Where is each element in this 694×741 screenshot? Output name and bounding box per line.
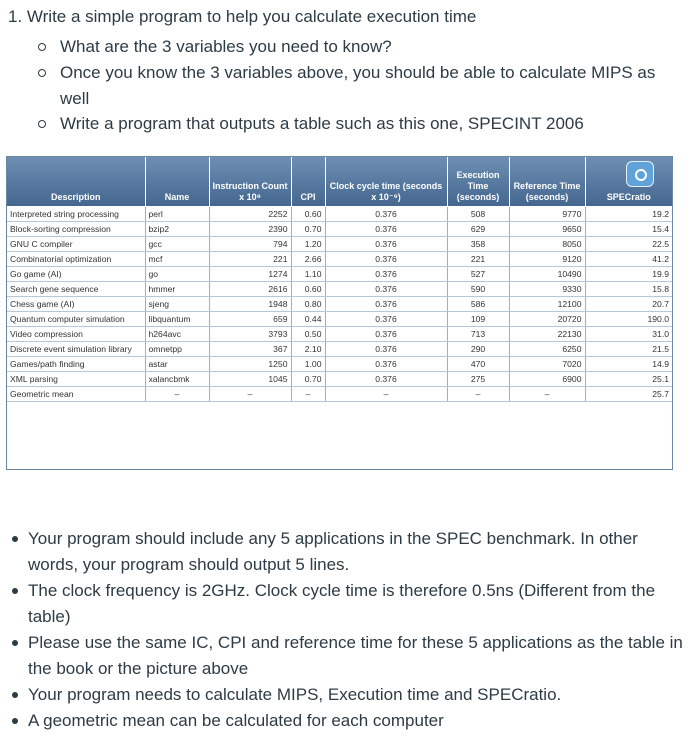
- table-row: [7, 237, 672, 252]
- cell-description: Discrete event simulation library: [7, 342, 145, 357]
- cell-reference-time: 10490: [509, 267, 585, 282]
- cell-reference-time: 6250: [509, 342, 585, 357]
- sub-item-text: What are the 3 variables you need to know?: [60, 37, 392, 56]
- cell-cpi: 1.10: [291, 267, 325, 282]
- cell-clock-cycle-time: 0.376: [325, 312, 447, 327]
- cell-execution-time: 275: [447, 372, 509, 387]
- cell-name: bzip2: [145, 222, 209, 237]
- cell-specratio: 25.1: [585, 372, 672, 387]
- specint-table: [7, 157, 672, 402]
- cell-reference-time: 9770: [509, 207, 585, 222]
- cell-specratio: 25.7: [585, 387, 672, 402]
- cell-clock-cycle-time: 0.376: [325, 222, 447, 237]
- cell-name: xalancbmk: [145, 372, 209, 387]
- cell-reference-time: 22130: [509, 327, 585, 342]
- table-row: [7, 372, 672, 387]
- cell-specratio: 22.5: [585, 237, 672, 252]
- cell-cpi: 2.66: [291, 252, 325, 267]
- cell-description: Go game (AI): [7, 267, 145, 282]
- bullet-dot-icon: [12, 718, 18, 724]
- cell-specratio: 15.4: [585, 222, 672, 237]
- cell-name: –: [145, 387, 209, 402]
- cell-reference-time: 9330: [509, 282, 585, 297]
- cell-instruction-count: –: [209, 387, 291, 402]
- cell-reference-time: –: [509, 387, 585, 402]
- table-row: [7, 297, 672, 312]
- cell-clock-cycle-time: 0.376: [325, 372, 447, 387]
- cell-reference-time: 9650: [509, 222, 585, 237]
- cell-execution-time: 470: [447, 357, 509, 372]
- header-execution-time: Execution Time (seconds): [447, 157, 509, 207]
- cell-specratio: 41.2: [585, 252, 672, 267]
- cell-description: Interpreted string processing: [7, 207, 145, 222]
- cell-description: Games/path finding: [7, 357, 145, 372]
- bullet-circle-icon: [38, 69, 46, 77]
- cell-reference-time: 8050: [509, 237, 585, 252]
- question-title: 1. Write a simple program to help you calculate execution time: [8, 7, 477, 26]
- cell-cpi: 0.70: [291, 222, 325, 237]
- cell-instruction-count: 221: [209, 252, 291, 267]
- cell-instruction-count: 659: [209, 312, 291, 327]
- table-row: [7, 357, 672, 372]
- cell-specratio: 19.9: [585, 267, 672, 282]
- cell-specratio: 31.0: [585, 327, 672, 342]
- cell-reference-time: 6900: [509, 372, 585, 387]
- cell-instruction-count: 3793: [209, 327, 291, 342]
- cell-description: Chess game (AI): [7, 297, 145, 312]
- header-reference-time: Reference Time (seconds): [509, 157, 585, 207]
- requirements-list: [8, 526, 688, 734]
- table-row: [7, 282, 672, 297]
- cell-cpi: 0.60: [291, 282, 325, 297]
- cell-execution-time: 590: [447, 282, 509, 297]
- cell-reference-time: 12100: [509, 297, 585, 312]
- table-row: [7, 207, 672, 222]
- cell-instruction-count: 1045: [209, 372, 291, 387]
- cell-description: Search gene sequence: [7, 282, 145, 297]
- cell-clock-cycle-time: 0.376: [325, 207, 447, 222]
- cell-name: astar: [145, 357, 209, 372]
- cell-instruction-count: 2616: [209, 282, 291, 297]
- cell-cpi: 1.20: [291, 237, 325, 252]
- cell-execution-time: 508: [447, 207, 509, 222]
- cell-name: omnetpp: [145, 342, 209, 357]
- cell-cpi: 2.10: [291, 342, 325, 357]
- cell-execution-time: 290: [447, 342, 509, 357]
- table-row: [7, 342, 672, 357]
- list-item: Your program needs to calculate MIPS, Execution time and SPECratio.: [8, 682, 688, 708]
- cell-name: h264avc: [145, 327, 209, 342]
- cell-instruction-count: 2390: [209, 222, 291, 237]
- cell-cpi: 0.60: [291, 207, 325, 222]
- cell-description: Combinatorial optimization: [7, 252, 145, 267]
- list-item: Your program should include any 5 applications in the SPEC benchmark. In other words, your program should output 5 lines.: [8, 526, 688, 578]
- cell-name: libquantum: [145, 312, 209, 327]
- header-instruction-count: Instruction Count x 10⁹: [209, 157, 291, 207]
- cell-execution-time: 358: [447, 237, 509, 252]
- bullet-dot-icon: [12, 536, 18, 542]
- table-row: [7, 327, 672, 342]
- cell-clock-cycle-time: 0.376: [325, 252, 447, 267]
- cell-description: Quantum computer simulation: [7, 312, 145, 327]
- header-specratio: SPECratio: [585, 157, 672, 207]
- cell-specratio: 15.8: [585, 282, 672, 297]
- cell-description: GNU C compiler: [7, 237, 145, 252]
- cell-execution-time: 221: [447, 252, 509, 267]
- table-row: [7, 312, 672, 327]
- cell-name: mcf: [145, 252, 209, 267]
- table-body: [7, 207, 672, 402]
- header-description: Description: [7, 157, 145, 207]
- cell-specratio: 20.7: [585, 297, 672, 312]
- cell-execution-time: 713: [447, 327, 509, 342]
- table-row: [7, 222, 672, 237]
- cell-name: go: [145, 267, 209, 282]
- cell-cpi: –: [291, 387, 325, 402]
- specint-table-image: [6, 156, 673, 470]
- cell-specratio: 190.0: [585, 312, 672, 327]
- cell-clock-cycle-time: 0.376: [325, 282, 447, 297]
- cell-clock-cycle-time: 0.376: [325, 267, 447, 282]
- table-row: [7, 267, 672, 282]
- bullet-dot-icon: [12, 588, 18, 594]
- cell-name: gcc: [145, 237, 209, 252]
- list-item: A geometric mean can be calculated for each computer: [8, 708, 688, 734]
- cell-execution-time: –: [447, 387, 509, 402]
- cell-description: Video compression: [7, 327, 145, 342]
- cell-cpi: 0.50: [291, 327, 325, 342]
- cell-name: sjeng: [145, 297, 209, 312]
- cell-instruction-count: 367: [209, 342, 291, 357]
- cell-specratio: 21.5: [585, 342, 672, 357]
- cell-execution-time: 629: [447, 222, 509, 237]
- bullet-dot-icon: [12, 692, 18, 698]
- cell-reference-time: 20720: [509, 312, 585, 327]
- sub-item-text: Once you know the 3 variables above, you should be able to calculate MIPS as well: [60, 63, 656, 108]
- cell-reference-time: 9120: [509, 252, 585, 267]
- bullet-circle-icon: [38, 120, 46, 128]
- bullet-dot-icon: [12, 640, 18, 646]
- cell-execution-time: 109: [447, 312, 509, 327]
- cell-clock-cycle-time: 0.376: [325, 237, 447, 252]
- sub-item-text: Write a program that outputs a table such as this one, SPECINT 2006: [60, 114, 584, 133]
- cell-cpi: 0.44: [291, 312, 325, 327]
- cell-instruction-count: 1948: [209, 297, 291, 312]
- cell-instruction-count: 794: [209, 237, 291, 252]
- cell-instruction-count: 1250: [209, 357, 291, 372]
- cell-description: Geometric mean: [7, 387, 145, 402]
- cell-clock-cycle-time: 0.376: [325, 297, 447, 312]
- cell-clock-cycle-time: 0.376: [325, 327, 447, 342]
- cell-cpi: 0.70: [291, 372, 325, 387]
- cell-clock-cycle-time: –: [325, 387, 447, 402]
- cell-description: XML parsing: [7, 372, 145, 387]
- cell-instruction-count: 2252: [209, 207, 291, 222]
- header-name: Name: [145, 157, 209, 207]
- cell-name: hmmer: [145, 282, 209, 297]
- cell-cpi: 0.80: [291, 297, 325, 312]
- list-item: The clock frequency is 2GHz. Clock cycle time is therefore 0.5ns (Different from the table): [8, 578, 688, 630]
- cell-name: perl: [145, 207, 209, 222]
- cell-clock-cycle-time: 0.376: [325, 357, 447, 372]
- table-row: [7, 387, 672, 402]
- cell-execution-time: 586: [447, 297, 509, 312]
- cell-clock-cycle-time: 0.376: [325, 342, 447, 357]
- cell-specratio: 14.9: [585, 357, 672, 372]
- cell-reference-time: 7020: [509, 357, 585, 372]
- camera-icon[interactable]: [626, 161, 654, 187]
- cell-cpi: 1.00: [291, 357, 325, 372]
- table-row: [7, 252, 672, 267]
- cell-execution-time: 527: [447, 267, 509, 282]
- cell-instruction-count: 1274: [209, 267, 291, 282]
- cell-specratio: 19.2: [585, 207, 672, 222]
- cell-description: Block-sorting compression: [7, 222, 145, 237]
- header-cpi: CPI: [291, 157, 325, 207]
- bullet-circle-icon: [38, 43, 46, 51]
- sub-item-mips: [38, 60, 668, 112]
- list-item: Please use the same IC, CPI and reference time for these 5 applications as the table in the book or the picture above: [8, 630, 688, 682]
- header-clock-cycle-time: Clock cycle time (seconds x 10⁻⁹): [325, 157, 447, 207]
